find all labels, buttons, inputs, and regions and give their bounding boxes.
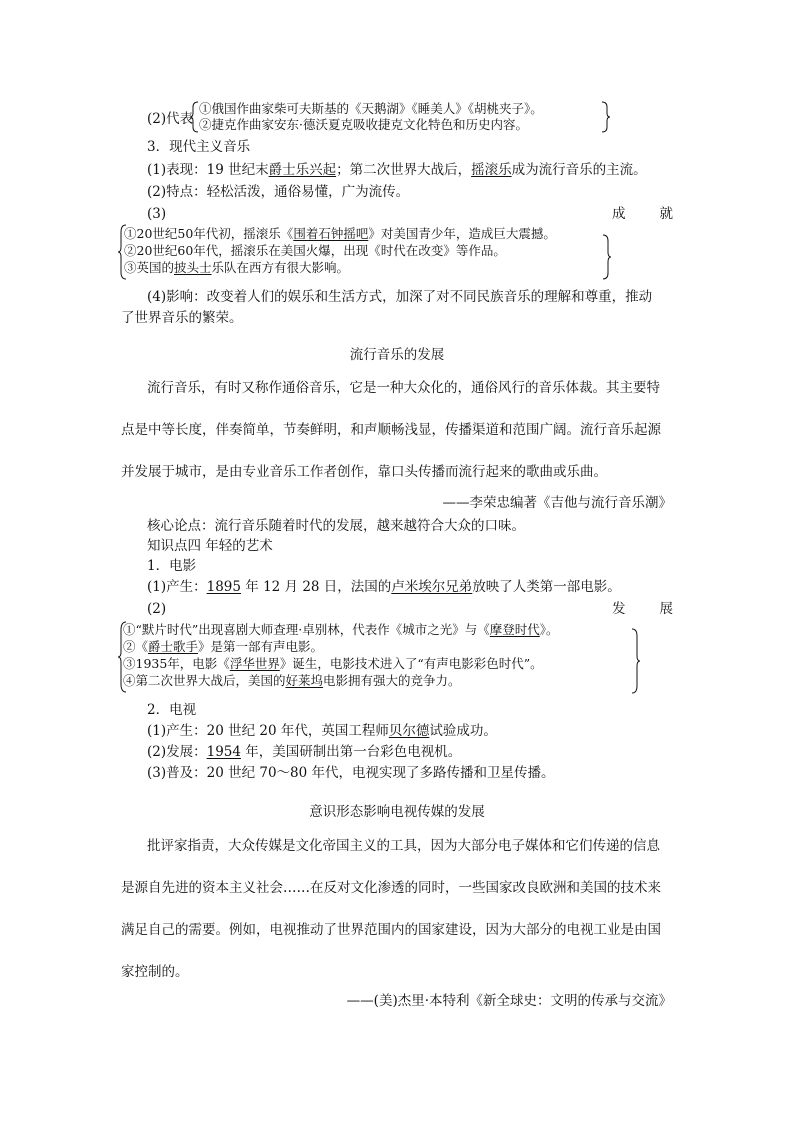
tv-heading: 2．电视	[147, 702, 197, 718]
pop-influence-line2: 了世界音乐的繁荣。	[121, 310, 243, 326]
pop-achievement-1: ①20世纪50年代初，摇滚乐《围着石钟摇吧》对美国青少年，造成巨大震撼。	[124, 226, 556, 241]
section-heading: 3．现代主义音乐	[147, 139, 251, 155]
pop-achievement-heading: (3) 成 就	[147, 206, 673, 222]
tv-origin: (1)产生：20 世纪 20 年代，英国工程师贝尔德试验成功。	[147, 723, 497, 739]
right-brace	[630, 628, 640, 694]
material-paragraph-line: 家控制的。	[121, 964, 189, 980]
film-heading: 1．电影	[147, 558, 197, 574]
knowledge-point-title: 知识点四 年轻的艺术	[147, 538, 273, 554]
material-source: ——(美)杰里·本特利《新全球史：文明的传承与交流》	[346, 993, 672, 1009]
film-development-3: ③1935年，电影《浮华世界》诞生，电影技术进入了“有声电影彩色时代”。	[123, 656, 543, 671]
tv-development: (2)发展：1954 年，美国研制出第一台彩色电视机。	[147, 744, 462, 760]
material-paragraph-line: 是源自先进的资本主义社会……在反对文化渗透的同时，一些国家改良欧洲和美国的技术来	[121, 880, 661, 896]
material-source: ——李荣忠编著《吉他与流行音乐潮》	[442, 495, 672, 511]
material-paragraph-line: 点是中等长度，伴奏简单，节奏鲜明，和声顺畅浅显，传播渠道和范围广阔。流行音乐起源	[121, 422, 661, 438]
film-development-heading: (2) 发 展	[147, 601, 673, 617]
right-brace	[601, 234, 611, 280]
pop-features: (2)特点：轻松活泼，通俗易懂，广为流传。	[147, 184, 410, 200]
film-development-4: ④第二次世界大战后，美国的好莱坞电影拥有强大的竞争力。	[123, 673, 461, 688]
material-paragraph-line: 流行音乐，有时又称作通俗音乐，它是一种大众化的，通俗风行的音乐体裁。其主要特	[147, 380, 660, 396]
representatives-label: (2)代表	[147, 111, 194, 127]
film-development-2: ②《爵士歌手》是第一部有声电影。	[123, 639, 324, 654]
pop-influence-line1: (4)影响：改变着人们的娱乐和生活方式，加深了对不同民族音乐的理解和尊重，推动	[147, 289, 653, 305]
material-title: 意识形态影响电视传媒的发展	[309, 804, 485, 820]
material-title: 流行音乐的发展	[349, 347, 445, 363]
film-origin: (1)产生：1895 年 12 月 28 日，法国的卢米埃尔兄弟放映了人类第一部电影。	[147, 579, 621, 595]
film-development-1: ①“默片时代”出现喜剧大师查理·卓别林，代表作《城市之光》与《摩登时代》。	[123, 622, 559, 637]
core-argument: 核心论点：流行音乐随着时代的发展，越来越符合大众的口味。	[147, 518, 525, 534]
material-paragraph-line: 批评家指责，大众传媒是文化帝国主义的工具，因为大部分电子媒体和它们传递的信息	[147, 838, 660, 854]
material-paragraph-line: 满足自己的需要。例如，电视推动了世界范围内的国家建设，因为大部分的电视工业是由国	[121, 922, 661, 938]
material-paragraph-line: 并发展于城市，是由专业音乐工作者创作，靠口头传播而流行起来的歌曲或乐曲。	[121, 464, 607, 480]
right-brace	[600, 101, 610, 133]
pop-achievement-3: ③英国的披头士乐队在西方有很大影响。	[124, 260, 350, 275]
tv-popularization: (3)普及：20 世纪 70～80 年代，电视实现了多路传播和卫星传播。	[147, 765, 555, 781]
pop-achievement-2: ②20世纪60年代，摇滚乐在美国火爆，出现《时代在改变》等作品。	[124, 243, 506, 258]
pop-expression: (1)表现：19 世纪末爵士乐兴起；第二次世界大战后，摇滚乐成为流行音乐的主流。	[147, 162, 647, 178]
rep-item-2: ②捷克作曲家安东·德沃夏克吸收捷克文化特色和历史内容。	[199, 117, 528, 132]
rep-item-1: ①俄国作曲家柴可夫斯基的《天鹅湖》《睡美人》《胡桃夹子》。	[199, 101, 543, 116]
